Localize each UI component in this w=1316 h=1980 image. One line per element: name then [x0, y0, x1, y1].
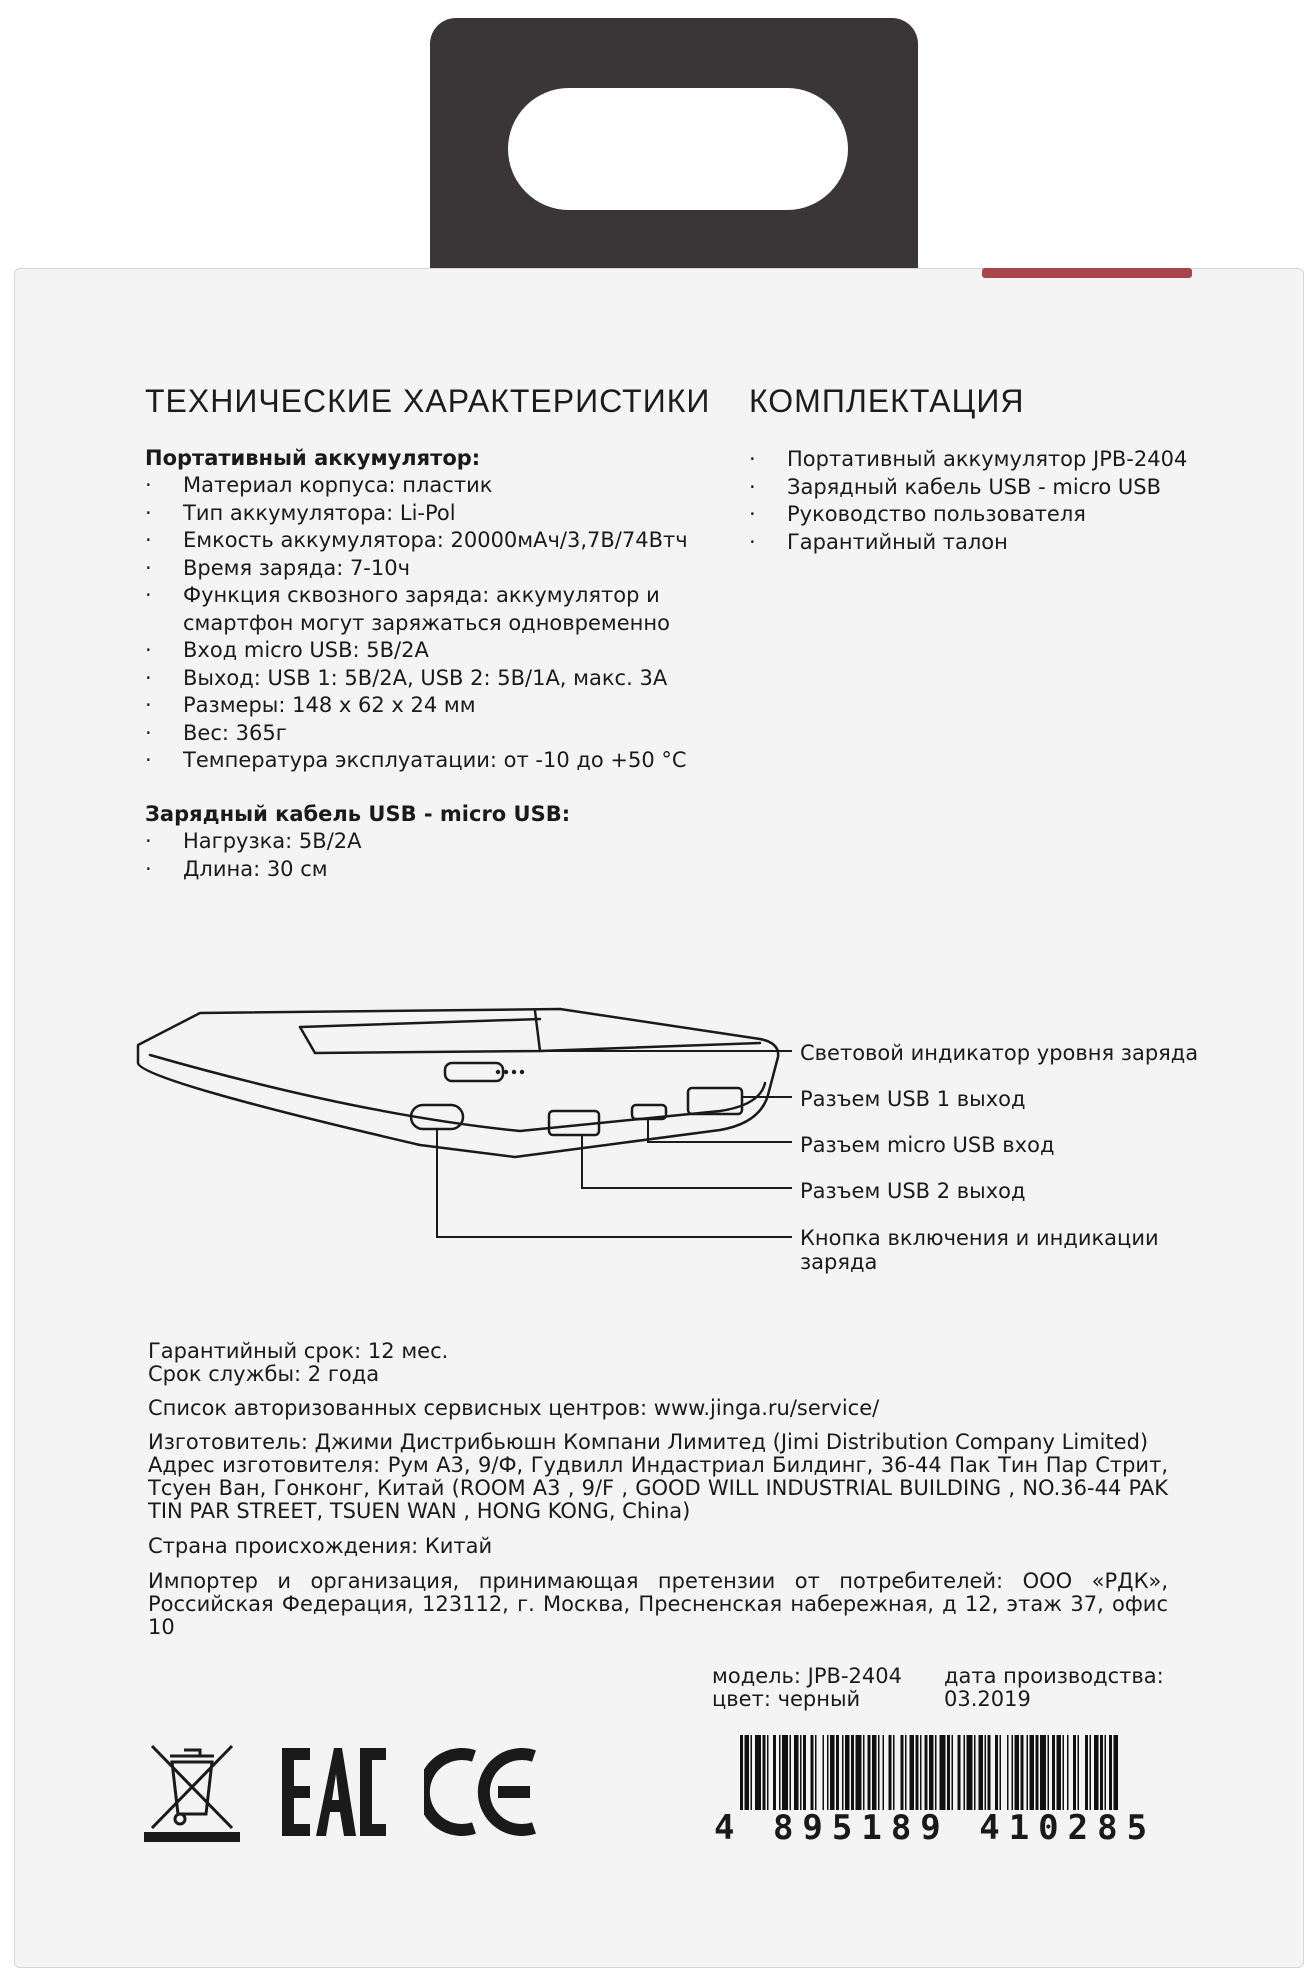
list-item: · Гарантийный талон: [749, 529, 1209, 557]
manufacturer-text: Изготовитель: Джими Дистрибьюшн Компани Лимитед (Jimi Distribution Company Limited): [148, 1430, 1149, 1454]
barcode-bar: [893, 1735, 895, 1810]
barcode-bar: [1105, 1735, 1107, 1810]
barcode-bar: [905, 1735, 907, 1810]
barcode-bar: [782, 1735, 788, 1810]
list-item: · Функция сквозного заряда: аккумулятор и смартфон могут заряжаться одновременно: [145, 582, 705, 637]
barcode-bar: [811, 1735, 814, 1810]
cable-subtitle: Зарядный кабель USB - micro USB:: [145, 802, 571, 826]
barcode-bar: [856, 1735, 862, 1810]
warranty-text: Гарантийный срок: 12 мес.: [148, 1339, 449, 1363]
barcode-bar: [910, 1735, 915, 1810]
list-item: · Время заряда: 7-10ч: [145, 555, 705, 583]
service-life-text: Срок службы: 2 года: [148, 1362, 380, 1386]
list-item: · Материал корпуса: пластик: [145, 472, 705, 500]
barcode-bar: [940, 1735, 946, 1810]
led-indicator-window: [445, 1063, 503, 1081]
barcode-bar: [1007, 1735, 1009, 1810]
barcode-bar: [751, 1735, 753, 1810]
barcode-bar: [763, 1735, 766, 1810]
barcode-bar: [901, 1735, 904, 1810]
barcode-bar: [974, 1735, 976, 1810]
barcode-bar: [1085, 1735, 1088, 1810]
barcode-bar: [836, 1735, 839, 1810]
barcode-bar: [767, 1735, 769, 1810]
barcode-bar: [1027, 1735, 1029, 1810]
barcode-bar: [1057, 1735, 1062, 1810]
specs-title: ТЕХНИЧЕСКИЕ ХАРАКТЕРИСТИКИ: [145, 383, 711, 419]
red-accent-strip: [982, 268, 1192, 278]
barcode-bar: [773, 1735, 776, 1810]
crossed-out-wheelie-bin-icon: [144, 1742, 240, 1842]
battery-subtitle: Портативный аккумулятор:: [145, 446, 481, 470]
origin-text: Страна происхождения: Китай: [148, 1534, 493, 1558]
list-item: · Длина: 30 см: [145, 856, 705, 884]
barcode-bar: [1040, 1735, 1046, 1810]
barcode-bar: [883, 1735, 885, 1810]
barcode-bar: [1114, 1735, 1119, 1810]
barcode-bar: [929, 1735, 934, 1810]
cable-spec-list: [145, 828, 705, 883]
barcode-bar: [979, 1735, 984, 1810]
hanger-hole: [508, 88, 848, 210]
barcode-bar: [827, 1735, 829, 1810]
barcode-bar: [863, 1735, 865, 1810]
callout-micro-usb: Разъем micro USB вход: [800, 1133, 1055, 1157]
barcode-bar: [745, 1735, 750, 1810]
power-bank-inner-edge: [150, 1055, 765, 1131]
list-item: · Температура эксплуатации: от -10 до +50 °С: [145, 747, 705, 775]
barcode-bar: [1015, 1735, 1020, 1810]
barcode-bar: [1067, 1735, 1069, 1810]
callout-indicator: Световой индикатор уровня заряда: [800, 1041, 1199, 1065]
barcode-bar: [952, 1735, 954, 1810]
barcode-bar: [842, 1735, 844, 1810]
list-item: · Нагрузка: 5В/2А: [145, 828, 705, 856]
barcode-bar: [845, 1735, 850, 1810]
power-bank-body-outline: [138, 1009, 778, 1157]
barcode-bar: [1063, 1735, 1065, 1810]
leader-line-button: [437, 1129, 792, 1237]
barcode-bar: [916, 1735, 919, 1810]
barcode-bar: [935, 1735, 937, 1810]
list-item: · Вход micro USB: 5В/2А: [145, 637, 705, 665]
barcode-bar: [1030, 1735, 1035, 1810]
barcode-bar: [851, 1735, 854, 1810]
ce-mark: [424, 1748, 544, 1836]
barcode-bar: [1052, 1735, 1055, 1810]
barcode-bar: [1109, 1735, 1112, 1810]
color-text: цвет: черный: [712, 1687, 861, 1711]
barcode-bar: [920, 1735, 922, 1810]
callout-usb2: Разъем USB 2 выход: [800, 1179, 1026, 1203]
barcode-bar: [925, 1735, 928, 1810]
barcode-digits: 4 895189 410285: [714, 1808, 1157, 1848]
barcode-bar: [1073, 1735, 1076, 1810]
barcode-bar: [868, 1735, 871, 1810]
barcode-bar: [985, 1735, 987, 1810]
package-list: [749, 446, 1209, 556]
callout-power-button: Кнопка включения и индикации заряда: [800, 1226, 1159, 1274]
list-item: · Выход: USB 1: 5В/2А, USB 2: 5В/1А, макс. 3А: [145, 665, 705, 693]
callout-usb1: Разъем USB 1 выход: [800, 1087, 1026, 1111]
production-label: дата производства:: [944, 1664, 1164, 1688]
barcode-bar: [878, 1735, 880, 1810]
importer-text: Импортер и организация, принимающая претензии от потребителей: ООО «РДК», Российская Федерация, 123112, г. Москва, Пресненская набережная, д 12, этаж 37, офис 10: [148, 1569, 1168, 1639]
barcode-bar: [803, 1735, 806, 1810]
list-item: · Вес: 365г: [145, 720, 705, 748]
model-text: модель: JPB-2404: [712, 1664, 902, 1688]
hanger-tab: [430, 18, 918, 280]
barcode-bar: [1012, 1735, 1014, 1810]
barcode-bar: [755, 1735, 761, 1810]
service-centers-text: Список авторизованных сервисных центров: www.jinga.ru/service/: [148, 1396, 880, 1420]
list-item: · Тип аккумулятора: Li-Pol: [145, 500, 705, 528]
barcode-bar: [830, 1735, 835, 1810]
barcode-bar: [1090, 1735, 1092, 1810]
usb1-port: [688, 1088, 742, 1114]
barcode-bar: [823, 1735, 825, 1810]
list-item: · Руководство пользователя: [749, 501, 1209, 529]
barcode-bar: [872, 1735, 877, 1810]
list-item: · Портативный аккумулятор JPB-2404: [749, 446, 1209, 474]
barcode-bar: [967, 1735, 973, 1810]
list-item: · Зарядный кабель USB - micro USB: [749, 474, 1209, 502]
barcode-bar: [779, 1735, 781, 1810]
barcode-bar: [988, 1735, 991, 1810]
battery-spec-list: [145, 472, 705, 775]
barcode-bar: [947, 1735, 950, 1810]
barcode-bar: [800, 1735, 802, 1810]
barcode-bar: [790, 1735, 792, 1810]
barcode-bar: [1048, 1735, 1050, 1810]
barcode-bar: [1000, 1735, 1002, 1810]
barcode-bar: [794, 1735, 799, 1810]
barcode-bar: [1021, 1735, 1024, 1810]
barcode-bar: [889, 1735, 892, 1810]
package-title: КОМПЛЕКТАЦИЯ: [749, 383, 1025, 419]
address-text: Адрес изготовителя: Рум А3, 9/Ф, Гудвилл Индастриал Билдинг, 36-44 Пак Тин Пар Стрит, Тсуен Ван, Гонконг, Китай (ROOM A3 , 9/F , GOOD WILL INDUSTRIAL BUILDING , NO.36-44 PAK TIN PAR STREET, TSUEN WAN , HONG KONG, China): [148, 1453, 1168, 1523]
barcode-bar: [1078, 1735, 1080, 1810]
barcode-bar: [1100, 1735, 1103, 1810]
barcode-bar: [964, 1735, 966, 1810]
list-item: · Размеры: 148 х 62 х 24 мм: [145, 692, 705, 720]
barcode-bar: [740, 1735, 743, 1810]
eac-mark: [282, 1748, 386, 1836]
barcode-bar: [995, 1735, 998, 1810]
barcode-bar: [1036, 1735, 1039, 1810]
list-item: · Емкость аккумулятора: 20000мАч/3,7В/74Втч: [145, 527, 705, 555]
barcode-bar: [958, 1735, 961, 1810]
production-date: 03.2019: [944, 1687, 1031, 1711]
barcode-bar: [815, 1735, 817, 1810]
barcode-bar: [1094, 1735, 1099, 1810]
